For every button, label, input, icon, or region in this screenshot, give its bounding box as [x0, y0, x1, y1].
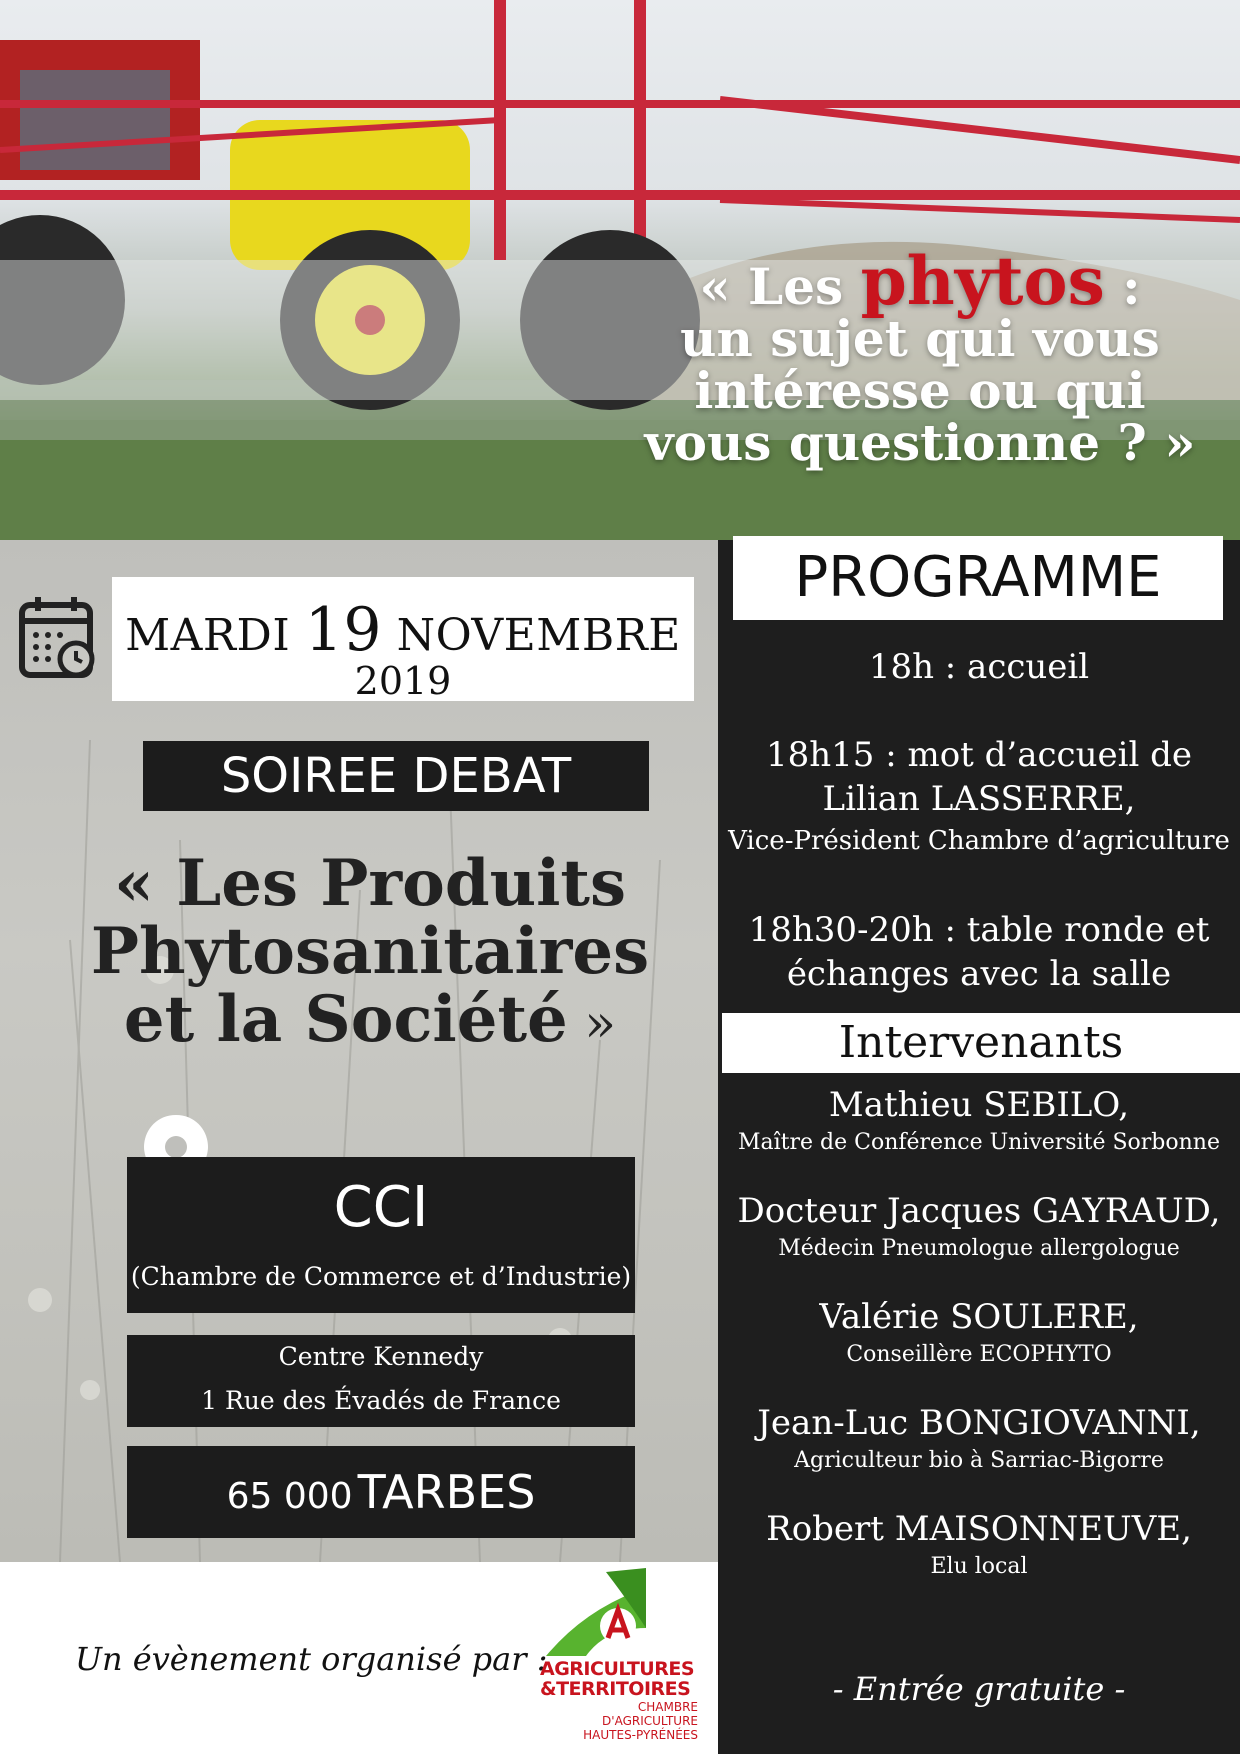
programme-item-2: 18h15 : mot d’accueil de Lilian LASSERRE, Vice-Président Chambre d’agriculture [728, 735, 1230, 856]
programme-item-3: 18h30-20h : table ronde et échanges avec la salle [748, 910, 1210, 994]
speaker-1: Mathieu SEBILO, Maître de Conférence Université Sorbonne [737, 1085, 1220, 1155]
free-entry-label: - Entrée gratuite - [832, 1670, 1126, 1708]
venue-name: CCI [333, 1175, 429, 1240]
speaker-5: Robert MAISONNEUVE, Elu local [766, 1509, 1192, 1579]
venue-box [127, 1157, 635, 1313]
address-line-1: Centre Kennedy [278, 1342, 484, 1371]
logo-mark-icon [546, 1568, 656, 1658]
event-date [112, 577, 694, 701]
logo-line-4: HAUTES-PYRÉNÉES [583, 1728, 698, 1742]
calendar-icon [18, 595, 98, 681]
venue-full-name: (Chambre de Commerce et d’Industrie) [130, 1262, 632, 1291]
address-box [127, 1335, 635, 1427]
logo-line-3: CHAMBRE D'AGRICULTURE [602, 1700, 698, 1728]
hero-quote: « Les phytos : un sujet qui vous intéresse ou qui vous questionne ? » [644, 242, 1196, 472]
hero-banner [0, 0, 1240, 560]
weekday: MARDI [125, 610, 291, 661]
chambre-agriculture-logo [540, 1568, 710, 1742]
event-title: « Les Produits Phytosanitaires et la Société » [90, 846, 650, 1057]
city-name: TARBES [357, 1465, 536, 1519]
speaker-2: Docteur Jacques GAYRAUD, Médecin Pneumologue allergologue [737, 1191, 1221, 1261]
address-line-2: 1 Rue des Évadés de France [201, 1386, 561, 1415]
logo-line-1: AGRICULTURES [540, 1658, 695, 1680]
year: 2019 [354, 659, 452, 703]
logo-line-2: &TERRITOIRES [540, 1678, 691, 1700]
programme-title: PROGRAMME [733, 536, 1223, 620]
day-number: 19 [304, 595, 383, 665]
speaker-3: Valérie SOULERE, Conseillère ECOPHYTO [819, 1297, 1139, 1367]
phytos-highlight: phytos [860, 242, 1105, 320]
programme-item-1: 18h : accueil [868, 647, 1090, 687]
speakers-title: Intervenants [722, 1013, 1240, 1073]
month: NOVEMBRE [396, 610, 681, 661]
event-type-label: SOIREE DEBAT [143, 741, 649, 811]
speaker-4: Jean-Luc BONGIOVANNI, Agriculteur bio à Sarriac-Bigorre [757, 1403, 1201, 1473]
city-box [127, 1446, 635, 1538]
zip-code: 65 000 [226, 1476, 353, 1517]
organizer-label: Un évènement organisé par : [75, 1640, 548, 1678]
